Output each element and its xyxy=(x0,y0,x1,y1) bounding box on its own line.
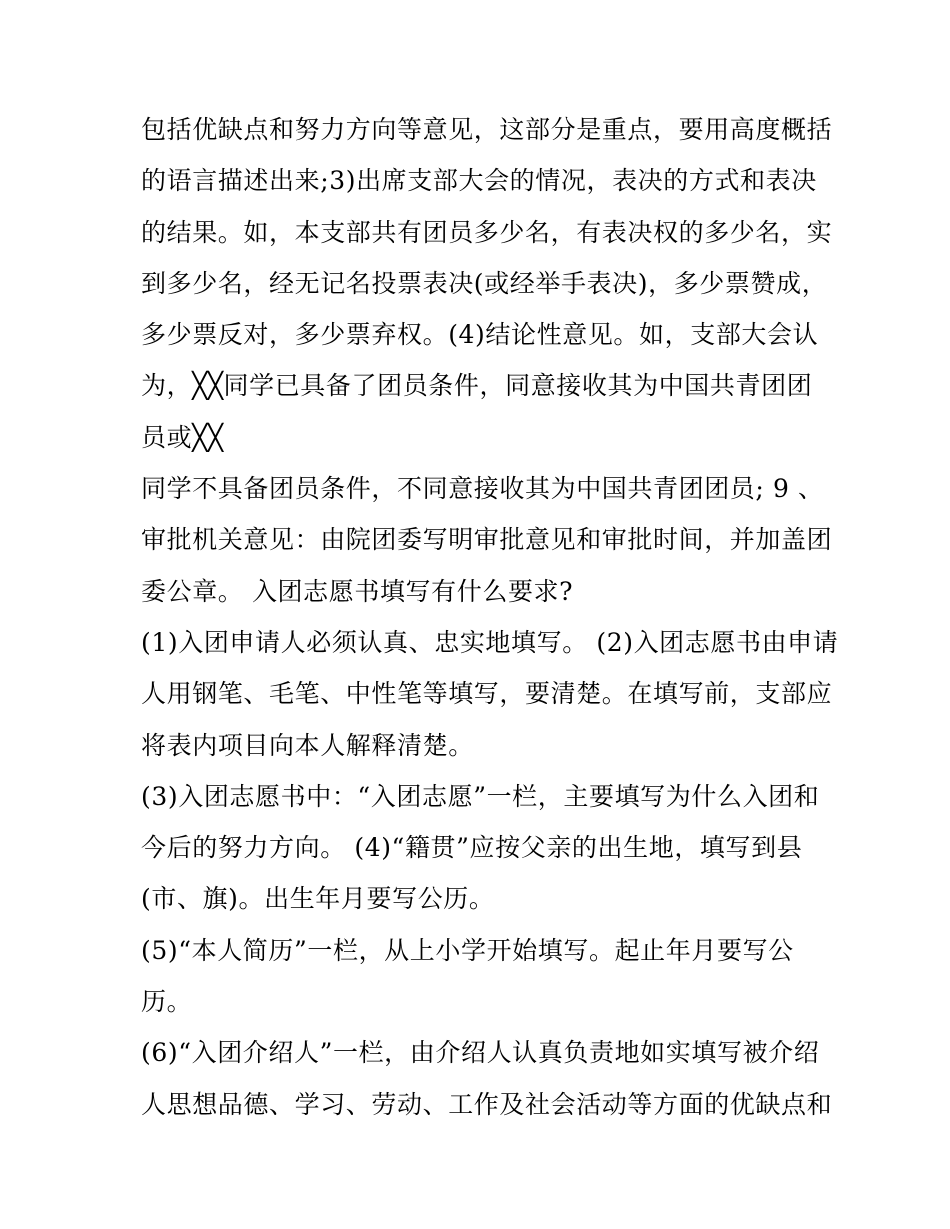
text-line: 审批机关意见：由院团委写明审批意见和审批时间，并加盖团 xyxy=(141,525,833,555)
text-line: 包括优缺点和努力方向等意见，这部分是重点，要用高度概括 xyxy=(141,115,833,144)
text-line: 的语言描述出来;3)出席支部大会的情况，表决的方式和表决 xyxy=(141,166,817,196)
text-line: 将表内项目向本人解释清楚。 xyxy=(141,730,474,760)
text-line: 到多少名，经无记名投票表决(或经举手表决)，多少票赞成， xyxy=(141,268,828,298)
text-line: 人思想品德、学习、劳动、工作及社会活动等方面的优缺点和 xyxy=(141,1089,833,1119)
text-line: (3)入团志愿书中：“入团志愿”一栏，主要填写为什么入团和 xyxy=(141,781,820,811)
text-line: 同学不具备团员条件，不同意接收其为中国共青团团员; 9 、 xyxy=(141,474,824,504)
text-line: 为，╳╳同学已具备了团员条件，同意接收其为中国共青团团 xyxy=(141,371,813,401)
text-line: (6)“入团介绍人”一栏，由介绍人认真负责地如实填写被介绍 xyxy=(141,1038,820,1068)
text-line: 人用钢笔、毛笔、中性笔等填写，要清楚。在填写前，支部应 xyxy=(141,679,833,709)
text-line: 今后的努力方向。 (4)“籍贯”应按父亲的出生地，填写到县 xyxy=(141,833,803,863)
text-line: (市、旗)。出生年月要写公历。 xyxy=(141,884,495,914)
text-line: 的结果。如，本支部共有团员多少名，有表决权的多少名，实 xyxy=(141,217,833,247)
text-line: 委公章。 入团志愿书填写有什么要求? xyxy=(141,576,574,606)
text-line: 员或╳╳ xyxy=(141,422,224,452)
text-line: (1)入团申请人必须认真、忠实地填写。 (2)入团志愿书由申请 xyxy=(141,627,839,657)
body-text xyxy=(141,108,839,1134)
text-line: 历。 xyxy=(141,987,193,1017)
text-line: (5)“本人简历”一栏，从上小学开始填写。起止年月要写公 xyxy=(141,935,794,965)
text-line: 多少票反对，多少票弃权。(4)结论性意见。如，支部大会认 xyxy=(141,320,819,350)
